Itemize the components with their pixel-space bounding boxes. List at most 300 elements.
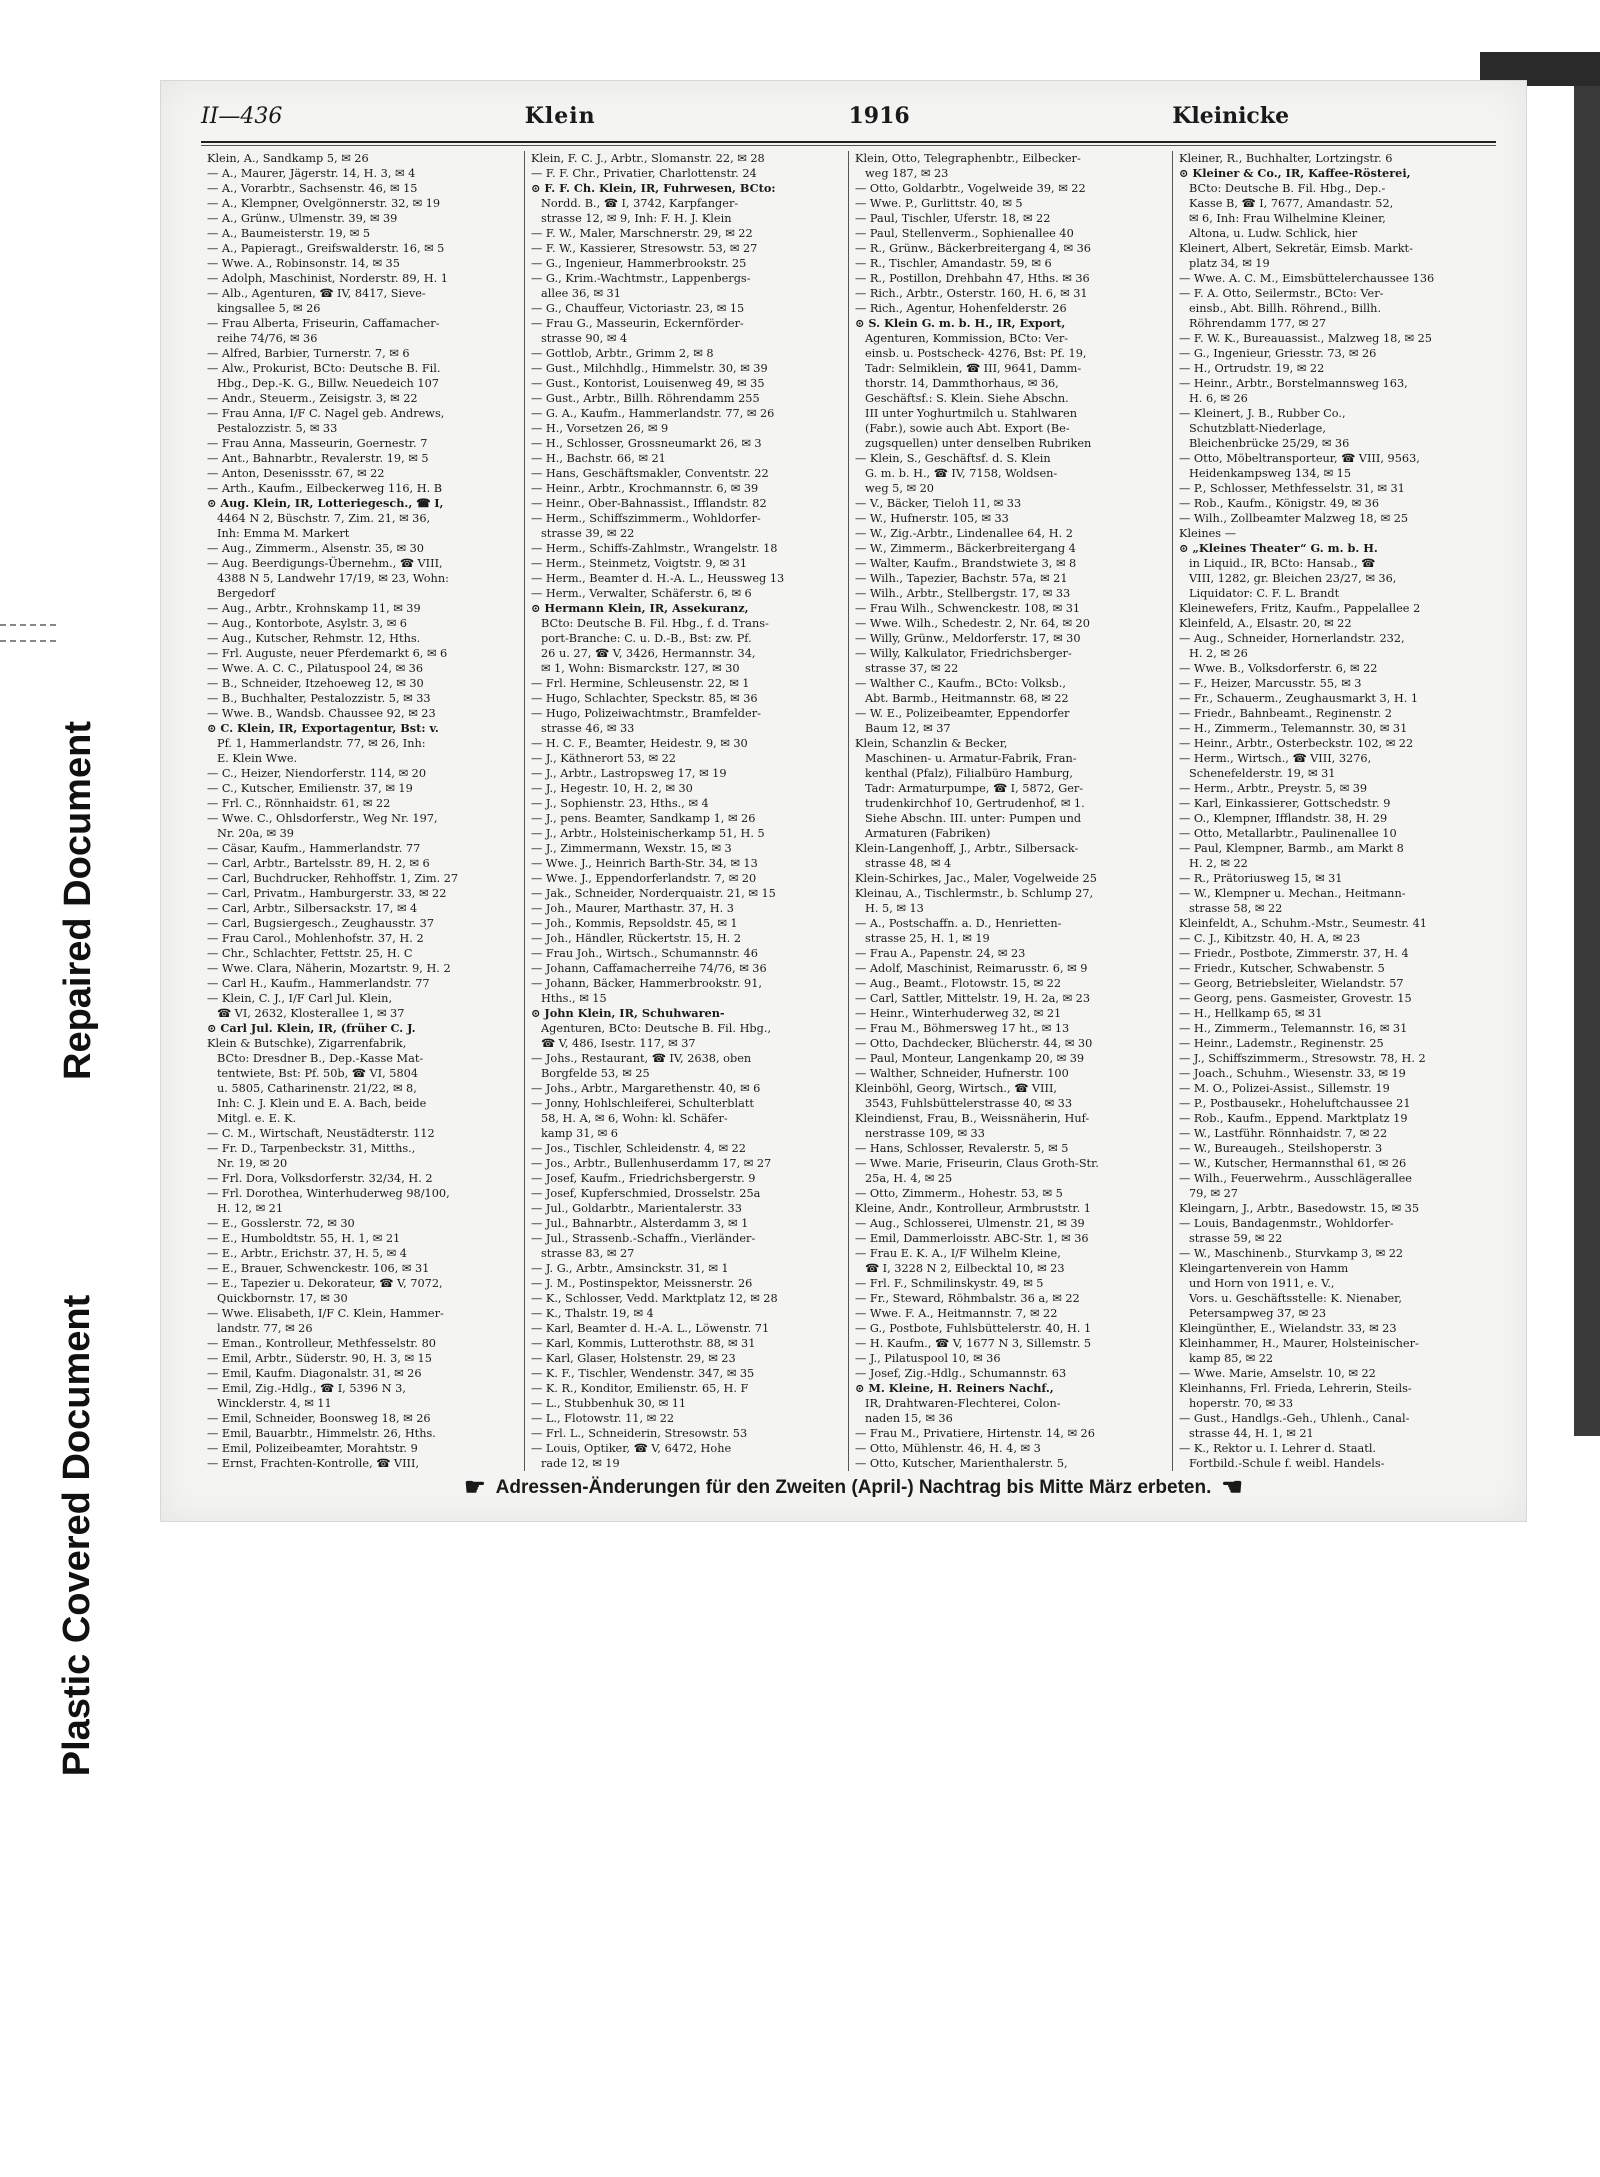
directory-entry-line: — Karl, Einkassierer, Gottschedstr. 9: [1179, 797, 1391, 810]
directory-entry-line: — Wilh., Arbtr., Stellbergstr. 17, ✉ 33: [855, 587, 1071, 600]
directory-entry-line: H. 5, ✉ 13: [865, 902, 924, 915]
directory-entry-line: Armaturen (Fabriken): [865, 827, 991, 840]
directory-entry-line: — Louis, Optiker, ☎ V, 6472, Hohe: [531, 1442, 732, 1455]
directory-entry-line: — Friedr., Bahnbeamt., Reginenstr. 2: [1179, 707, 1392, 720]
directory-entry-line: Inh: C. J. Klein und E. A. Bach, beide: [217, 1097, 427, 1110]
directory-entry-line: — Aug., Zimmerm., Alsenstr. 35, ✉ 30: [207, 542, 424, 555]
directory-entry-line: 3543, Fuhlsbüttelerstrasse 40, ✉ 33: [865, 1097, 1073, 1110]
surname-range-end: Kleinicke: [1172, 103, 1290, 129]
directory-entry-line: Kleines —: [1179, 527, 1236, 540]
directory-entry-line: — W., Lastführ. Rönnhaidstr. 7, ✉ 22: [1179, 1127, 1388, 1140]
directory-entry-line: — Walther C., Kaufm., BCto: Volksb.,: [855, 677, 1066, 690]
directory-entry-line: H. 2, ✉ 26: [1189, 647, 1248, 660]
page-number: II—436: [201, 104, 283, 129]
directory-entry-line: — Jul., Strassenb.-Schaffn., Vierländer-: [531, 1232, 756, 1245]
directory-entry-line: — B., Schneider, Itzehoeweg 12, ✉ 30: [207, 677, 424, 690]
directory-entry-line: — M. O., Polizei-Assist., Sillemstr. 19: [1179, 1082, 1390, 1095]
directory-entry-line: — Josef, Kupferschmied, Drosselstr. 25a: [531, 1187, 761, 1200]
directory-entry-line: — Emil, Dammerloisstr. ABC-Str. 1, ✉ 36: [855, 1232, 1089, 1245]
directory-entry-line: — Paul, Stellenverm., Sophienallee 40: [855, 227, 1074, 240]
directory-entry-line: ⊙ C. Klein, IR, Exportagentur, Bst: v.: [207, 721, 439, 735]
directory-entry-line: Altona, u. Ludw. Schlick, hier: [1189, 227, 1358, 240]
directory-entry-line: — F. W., Maler, Marschnerstr. 29, ✉ 22: [531, 227, 753, 240]
directory-entry-line: kamp 31, ✉ 6: [541, 1127, 618, 1140]
directory-entry-line: — J. G., Arbtr., Amsinckstr. 31, ✉ 1: [531, 1262, 729, 1275]
directory-entry-line: 25a, H. 4, ✉ 25: [865, 1172, 953, 1185]
directory-entry-line: — Eman., Kontrolleur, Methfesselstr. 80: [207, 1337, 436, 1350]
directory-entry-line: — Frau Joh., Wirtsch., Schumannstr. 46: [531, 947, 758, 960]
directory-entry-line: — Herm., Wirtsch., ☎ VIII, 3276,: [1179, 752, 1372, 765]
directory-entry-line: — Josef, Kaufm., Friedrichsbergerstr. 9: [531, 1172, 756, 1185]
directory-entry-line: — Hugo, Polizeiwachtmstr., Bramfelder-: [531, 707, 761, 720]
directory-entry-line: — Karl, Glaser, Holstenstr. 29, ✉ 23: [531, 1352, 736, 1365]
directory-entry-line: ⊙ F. F. Ch. Klein, IR, Fuhrwesen, BCto:: [531, 181, 776, 195]
footer-notice-text: Adressen-Änderungen für den Zweiten (April-) Nachtrag bis Mitte März erbeten.: [495, 1476, 1212, 1498]
directory-entry-line: — Alb., Agenturen, ☎ IV, 8417, Sieve-: [207, 287, 426, 300]
directory-entry-line: ⊙ S. Klein G. m. b. H., IR, Export,: [855, 316, 1066, 330]
directory-entry-line: — Emil, Schneider, Boonsweg 18, ✉ 26: [207, 1412, 431, 1425]
directory-entry-line: Baum 12, ✉ 37: [865, 722, 951, 735]
directory-entry-line: — Carl, Bugsiergesch., Zeughausstr. 37: [207, 917, 435, 930]
directory-entry-line: ✉ 6, Inh: Frau Wilhelmine Kleiner,: [1189, 212, 1386, 225]
directory-entry-line: — Frau M., Privatiere, Hirtenstr. 14, ✉ 26: [855, 1427, 1095, 1440]
directory-entry-line: — A., Maurer, Jägerstr. 14, H. 3, ✉ 4: [207, 167, 416, 180]
directory-entry-line: — Heinr., Arbtr., Osterbeckstr. 102, ✉ 22: [1179, 737, 1414, 750]
directory-column-3: [848, 151, 1172, 1471]
directory-entry-line: — O., Klempner, Ifflandstr. 38, H. 29: [1179, 812, 1388, 825]
directory-entry-line: — Wwe. A., Robinsonstr. 14, ✉ 35: [207, 257, 400, 270]
directory-entry-line: Kleingarn, J., Arbtr., Basedowstr. 15, ✉ 35: [1179, 1202, 1420, 1215]
directory-entry-line: Bleichenbrücke 25/29, ✉ 36: [1189, 437, 1350, 450]
directory-entry-line: Vors. u. Geschäftsstelle: K. Nienaber,: [1189, 1292, 1402, 1305]
directory-entry-line: — Alfred, Barbier, Turnerstr. 7, ✉ 6: [207, 347, 410, 360]
directory-entry-line: — Jos., Tischler, Schleidenstr. 4, ✉ 22: [531, 1142, 746, 1155]
directory-entry-line: — Wwe. B., Volksdorferstr. 6, ✉ 22: [1179, 662, 1378, 675]
directory-entry-line: Kleinert, Albert, Sekretär, Eimsb. Markt-: [1179, 242, 1413, 255]
directory-entry-line: thorstr. 14, Dammthorhaus, ✉ 36,: [865, 377, 1059, 390]
directory-entry-line: — E., Gosslerstr. 72, ✉ 30: [207, 1217, 355, 1230]
directory-entry-line: — Heinr., Ober-Bahnassist., Ifflandstr. 82: [531, 497, 767, 510]
directory-entry-line: Liquidator: C. F. L. Brandt: [1189, 587, 1340, 600]
directory-entry-line: — Jos., Arbtr., Bullenhuserdamm 17, ✉ 27: [531, 1157, 772, 1170]
directory-entry-line: allee 36, ✉ 31: [541, 287, 621, 300]
directory-entry-line: — Aug., Beamt., Flotowstr. 15, ✉ 22: [855, 977, 1062, 990]
directory-entry-line: u. 5805, Catharinenstr. 21/22, ✉ 8,: [217, 1082, 417, 1095]
directory-entry-line: — Frl. Auguste, neuer Pferdemarkt 6, ✉ 6: [207, 647, 448, 660]
directory-entry-line: — J., Arbtr., Lastropsweg 17, ✉ 19: [531, 767, 727, 780]
directory-entry-line: — Jak., Schneider, Norderquaistr. 21, ✉ 15: [531, 887, 776, 900]
directory-entry-line: — W., Maschinenb., Sturvkamp 3, ✉ 22: [1179, 1247, 1404, 1260]
plastic-covered-document-label: Plastic Covered Document: [56, 1294, 99, 1776]
directory-entry-line: — W., Zig.-Arbtr., Lindenallee 64, H. 2: [855, 527, 1073, 540]
directory-entry-line: Wincklerstr. 4, ✉ 11: [217, 1397, 332, 1410]
directory-entry-line: Kleiner, R., Buchhalter, Lortzingstr. 6: [1179, 152, 1393, 165]
directory-entry-line: — Frau Anna, I/F C. Nagel geb. Andrews,: [207, 407, 445, 420]
directory-entry-line: — R., Grünw., Bäckerbreitergang 4, ✉ 36: [855, 242, 1091, 255]
directory-entry-line: naden 15, ✉ 36: [865, 1412, 953, 1425]
directory-entry-line: — Wwe. B., Wandsb. Chaussee 92, ✉ 23: [207, 707, 436, 720]
surname-range-start: Klein: [524, 103, 596, 129]
directory-entry-line: Klein, Otto, Telegraphenbtr., Eilbecker-: [855, 152, 1081, 165]
directory-entry-line: Pestalozzistr. 5, ✉ 33: [217, 422, 338, 435]
directory-entry-line: — Frau Wilh., Schwenckestr. 108, ✉ 31: [855, 602, 1081, 615]
directory-entry-line: — Wilh., Zollbeamter Malzweg 18, ✉ 25: [1179, 512, 1409, 525]
directory-entry-line: — Gust., Kontorist, Louisenweg 49, ✉ 35: [531, 377, 765, 390]
directory-entry-line: — Rich., Agentur, Hohenfelderstr. 26: [855, 302, 1067, 315]
directory-entry-line: Heidenkampsweg 134, ✉ 15: [1189, 467, 1352, 480]
directory-entry-line: — W., Bureaugeh., Steilshoperstr. 3: [1179, 1142, 1383, 1155]
directory-entry-line: — J., Pilatuspool 10, ✉ 36: [855, 1352, 1001, 1365]
directory-entry-line: — Wwe. P., Gurlittstr. 40, ✉ 5: [855, 197, 1023, 210]
directory-entry-line: ☎ V, 486, Isestr. 117, ✉ 37: [541, 1037, 696, 1050]
directory-entry-line: — Wilh., Tapezier, Bachstr. 57a, ✉ 21: [855, 572, 1068, 585]
directory-entry-line: — Rich., Arbtr., Osterstr. 160, H. 6, ✉ 31: [855, 287, 1088, 300]
directory-entry-line: Schutzblatt-Niederlage,: [1189, 422, 1326, 435]
directory-entry-line: — E., Brauer, Schwenckestr. 106, ✉ 31: [207, 1262, 430, 1275]
directory-entry-line: — Fr., Steward, Röhmbalstr. 36 a, ✉ 22: [855, 1292, 1080, 1305]
directory-entry-line: — Otto, Mühlenstr. 46, H. 4, ✉ 3: [855, 1442, 1041, 1455]
pointing-hand-right-icon: ☛: [464, 1474, 486, 1501]
directory-entry-line: — A., Klempner, Ovelgönnerstr. 32, ✉ 19: [207, 197, 441, 210]
directory-column-4: [1172, 151, 1496, 1471]
directory-entry-line: — Emil, Polizeibeamter, Morahtstr. 9: [207, 1442, 418, 1455]
directory-entry-line: — Hans, Geschäftsmakler, Conventstr. 22: [531, 467, 769, 480]
directory-entry-line: — E., Humboldtstr. 55, H. 1, ✉ 21: [207, 1232, 401, 1245]
directory-entry-line: Klein & Butschke), Zigarrenfabrik,: [207, 1037, 407, 1050]
directory-entry-line: Kleine, Andr., Kontrolleur, Armbruststr. 1: [855, 1202, 1091, 1215]
directory-entry-line: Kleinfeldt, A., Schuhm.-Mstr., Seumestr. 41: [1179, 917, 1427, 930]
directory-entry-line: — E., Arbtr., Erichstr. 37, H. 5, ✉ 4: [207, 1247, 407, 1260]
directory-entry-line: — Jonny, Hohlschleiferei, Schulterblatt: [531, 1097, 754, 1110]
directory-entry-line: — L., Stubbenhuk 30, ✉ 11: [531, 1397, 687, 1410]
directory-entry-line: 79, ✉ 27: [1189, 1187, 1238, 1200]
directory-entry-line: — Frau E. K. A., I/F Wilhelm Kleine,: [855, 1247, 1061, 1260]
directory-entry-line: — K., Thalstr. 19, ✉ 4: [531, 1307, 654, 1320]
directory-entry-line: — Otto, Kutscher, Marienthalerstr. 5,: [855, 1457, 1068, 1470]
directory-entry-line: — Otto, Metallarbtr., Paulinenallee 10: [1179, 827, 1397, 840]
directory-entry-line: ⊙ John Klein, IR, Schuhwaren-: [531, 1006, 725, 1020]
directory-entry-line: — Emil, Arbtr., Süderstr. 90, H. 3, ✉ 15: [207, 1352, 432, 1365]
directory-entry-line: — H., Ortrudstr. 19, ✉ 22: [1179, 362, 1325, 375]
directory-entry-line: — Wwe. J., Eppendorferlandstr. 7, ✉ 20: [531, 872, 757, 885]
directory-entry-line: — Georg, Betriebsleiter, Wielandstr. 57: [1179, 977, 1404, 990]
directory-entry-line: 4388 N 5, Landwehr 17/19, ✉ 23, Wohn:: [217, 572, 449, 585]
directory-entry-line: — Gottlob, Arbtr., Grimm 2, ✉ 8: [531, 347, 714, 360]
directory-entry-line: strasse 48, ✉ 4: [865, 857, 952, 870]
directory-entry-line: — G., Ingenieur, Hammerbrookstr. 25: [531, 257, 747, 270]
directory-entry-line: — Wwe. F. A., Heitmannstr. 7, ✉ 22: [855, 1307, 1058, 1320]
directory-entry-line: — Aug., Kutscher, Rehmstr. 12, Hths.: [207, 632, 421, 645]
directory-entry-line: und Horn von 1911, e. V.,: [1189, 1277, 1335, 1290]
directory-entry-line: Fortbild.-Schule f. weibl. Handels-: [1189, 1457, 1385, 1470]
directory-entry-line: — Joh., Kommis, Repsoldstr. 45, ✉ 1: [531, 917, 738, 930]
directory-entry-line: — Frau Anna, Masseurin, Goernestr. 7: [207, 437, 428, 450]
directory-entry-line: Nr. 19, ✉ 20: [217, 1157, 288, 1170]
directory-entry-line: — Frl. L., Schneiderin, Stresowstr. 53: [531, 1427, 748, 1440]
directory-entry-line: — W., Zimmerm., Bäckerbreitergang 4: [855, 542, 1076, 555]
directory-entry-line: — F. F. Chr., Privatier, Charlottenstr. 24: [531, 167, 757, 180]
directory-entry-line: — Alw., Prokurist, BCto: Deutsche B. Fil.: [207, 362, 441, 375]
directory-entry-line: Kleinfeld, A., Elsastr. 20, ✉ 22: [1179, 617, 1352, 630]
directory-entry-line: — Adolph, Maschinist, Norderstr. 89, H. 1: [207, 272, 448, 285]
directory-entry-line: ⊙ M. Kleine, H. Reiners Nachf.,: [855, 1381, 1054, 1395]
directory-entry-line: einsb., Abt. Billh. Röhrend., Billh.: [1189, 302, 1382, 315]
directory-entry-line: — Aug. Beerdigungs-Übernehm., ☎ VIII,: [207, 557, 443, 570]
directory-entry-line: — Arth., Kaufm., Eilbeckerweg 116, H. B: [207, 482, 443, 495]
directory-entry-line: BCto: Dresdner B., Dep.-Kasse Mat-: [217, 1052, 424, 1065]
directory-entry-line: — Aug., Kontorbote, Asylstr. 3, ✉ 6: [207, 617, 407, 630]
year: 1916: [848, 103, 910, 129]
directory-entry-line: — Heinr., Arbtr., Krochmannstr. 6, ✉ 39: [531, 482, 759, 495]
directory-entry-line: — J., Schiffszimmerm., Stresowstr. 78, H. 2: [1179, 1052, 1426, 1065]
directory-entry-line: — H. C. F., Beamter, Heidestr. 9, ✉ 30: [531, 737, 748, 750]
directory-entry-line: G. m. b. H., ☎ IV, 7158, Woldsen-: [865, 467, 1058, 480]
directory-entry-line: — Emil, Zig.-Hdlg., ☎ I, 5396 N 3,: [207, 1382, 406, 1395]
directory-entry-line: IR, Drahtwaren-Flechterei, Colon-: [865, 1397, 1061, 1410]
directory-entry-line: Kleindienst, Frau, B., Weissnäherin, Huf-: [855, 1112, 1090, 1125]
directory-entry-line: E. Klein Wwe.: [217, 752, 298, 765]
directory-entry-line: strasse 58, ✉ 22: [1189, 902, 1283, 915]
directory-entry-line: — A., Baumeisterstr. 19, ✉ 5: [207, 227, 371, 240]
directory-entry-line: — C., Heizer, Niendorferstr. 114, ✉ 20: [207, 767, 427, 780]
directory-entry-line: — J., Hegestr. 10, H. 2, ✉ 30: [531, 782, 693, 795]
directory-entry-line: Nordd. B., ☎ I, 3742, Karpfanger-: [541, 197, 739, 210]
directory-entry-line: — Karl, Beamter d. H.-A. L., Löwenstr. 71: [531, 1322, 770, 1335]
directory-entry-line: — Paul, Tischler, Uferstr. 18, ✉ 22: [855, 212, 1051, 225]
directory-entry-line: — W., Klempner u. Mechan., Heitmann-: [1179, 887, 1406, 900]
directory-entry-line: — Rob., Kaufm., Eppend. Marktplatz 19: [1179, 1112, 1408, 1125]
directory-entry-line: — Frl. F., Schmilinskystr. 49, ✉ 5: [855, 1277, 1044, 1290]
directory-entry-line: — Frl. Dora, Volksdorferstr. 32/34, H. 2: [207, 1172, 433, 1185]
directory-entry-line: — Walther, Schneider, Hufnerstr. 100: [855, 1067, 1069, 1080]
directory-entry-line: — Walter, Kaufm., Brandstwiete 3, ✉ 8: [855, 557, 1077, 570]
directory-entry-line: — Wwe. Wilh., Schedestr. 2, Nr. 64, ✉ 20: [855, 617, 1090, 630]
directory-entry-line: in Liquid., IR, BCto: Hansab., ☎: [1189, 557, 1376, 570]
directory-entry-line: Agenturen, Kommission, BCto: Ver-: [865, 332, 1069, 345]
directory-entry-line: Nr. 20a, ✉ 39: [217, 827, 294, 840]
directory-entry-line: Kleinhammer, H., Maurer, Holsteinischer-: [1179, 1337, 1419, 1350]
directory-entry-line: — Frl. Hermine, Schleusenstr. 22, ✉ 1: [531, 677, 750, 690]
directory-entry-line: strasse 83, ✉ 27: [541, 1247, 635, 1260]
directory-entry-line: — J. M., Postinspektor, Meissnerstr. 26: [531, 1277, 753, 1290]
directory-entry-line: — Emil, Kaufm. Diagonalstr. 31, ✉ 26: [207, 1367, 422, 1380]
directory-entry-line: — R., Tischler, Amandastr. 59, ✉ 6: [855, 257, 1052, 270]
directory-entry-line: Pf. 1, Hammerlandstr. 77, ✉ 26, Inh:: [217, 737, 426, 750]
directory-column-1: [201, 151, 524, 1471]
directory-entry-line: Kleinböhl, Georg, Wirtsch., ☎ VIII,: [855, 1082, 1057, 1095]
directory-entry-line: — Herm., Arbtr., Preystr. 5, ✉ 39: [1179, 782, 1368, 795]
directory-entry-line: — Herm., Steinmetz, Voigtstr. 9, ✉ 31: [531, 557, 748, 570]
directory-entry-line: — G., Postbote, Fuhlsbüttelerstr. 40, H. 1: [855, 1322, 1092, 1335]
directory-entry-line: Mitgl. e. E. K.: [217, 1112, 297, 1125]
directory-entry-line: — Herm., Schiffszimmerm., Wohldorfer-: [531, 512, 761, 525]
directory-entry-line: ⊙ „Kleines Theater“ G. m. b. H.: [1179, 541, 1378, 555]
directory-entry-line: — Wilh., Feuerwehrm., Ausschlägerallee: [1179, 1172, 1412, 1185]
directory-entry-line: — Louis, Bandagenmstr., Wohldorfer-: [1179, 1217, 1394, 1230]
directory-entry-line: — R., Prätoriusweg 15, ✉ 31: [1179, 872, 1343, 885]
directory-entry-line: — Gust., Arbtr., Billh. Röhrendamm 255: [531, 392, 760, 405]
directory-entry-line: — Frau Alberta, Friseurin, Caffamacher-: [207, 317, 440, 330]
directory-entry-line: — J., Arbtr., Holsteinischerkamp 51, H. 5: [531, 827, 765, 840]
directory-entry-line: strasse 12, ✉ 9, Inh: F. H. J. Klein: [541, 212, 732, 225]
pointing-hand-left-icon: ☚: [1221, 1474, 1243, 1501]
directory-entry-line: Tadr: Armaturpumpe, ☎ I, 5872, Ger-: [865, 782, 1084, 795]
directory-entry-line: port-Branche: C. u. D.-B., Bst: zw. Pf.: [541, 632, 752, 645]
directory-entry-line: — Anton, Desenissstr. 67, ✉ 22: [207, 467, 385, 480]
directory-entry-line: — F. W., Kassierer, Stresowstr. 53, ✉ 27: [531, 242, 758, 255]
directory-entry-line: — E., Tapezier u. Dekorateur, ☎ V, 7072,: [207, 1277, 443, 1290]
running-head: [201, 103, 1496, 135]
directory-entry-line: — Friedr., Kutscher, Schwabenstr. 5: [1179, 962, 1385, 975]
directory-entry-line: reihe 74/76, ✉ 36: [217, 332, 318, 345]
directory-entry-line: Hths., ✉ 15: [541, 992, 607, 1005]
directory-entry-line: Borgfelde 53, ✉ 25: [541, 1067, 650, 1080]
directory-entry-line: Tadr: Selmiklein, ☎ III, 9641, Damm-: [865, 362, 1082, 375]
directory-columns: [201, 151, 1496, 1471]
directory-entry-line: — Frau Carol., Mohlenhofstr. 37, H. 2: [207, 932, 424, 945]
directory-entry-line: — Chr., Schlachter, Fettstr. 25, H. C: [207, 947, 413, 960]
directory-entry-line: — J., Sophienstr. 23, Hths., ✉ 4: [531, 797, 709, 810]
directory-entry-line: strasse 39, ✉ 22: [541, 527, 635, 540]
directory-entry-line: — Joh., Maurer, Marthastr. 37, H. 3: [531, 902, 734, 915]
directory-entry-line: — Jul., Goldarbtr., Marientalerstr. 33: [531, 1202, 742, 1215]
directory-entry-line: kenthal (Pfalz), Filialbüro Hamburg,: [865, 767, 1073, 780]
directory-entry-line: — Hugo, Schlachter, Speckstr. 85, ✉ 36: [531, 692, 758, 705]
directory-entry-line: BCto: Deutsche B. Fil. Hbg., f. d. Trans-: [541, 617, 769, 630]
directory-entry-line: strasse 90, ✉ 4: [541, 332, 628, 345]
directory-entry-line: kingsallee 5, ✉ 26: [217, 302, 321, 315]
directory-entry-line: — Fr., Schauerm., Zeughausmarkt 3, H. 1: [1179, 692, 1419, 705]
directory-entry-line: Hbg., Dep.-K. G., Billw. Neuedeich 107: [217, 377, 439, 390]
directory-entry-line: ☎ I, 3228 N 2, Eilbecktal 10, ✉ 23: [865, 1262, 1065, 1275]
directory-entry-line: Geschäftsf.: S. Klein. Siehe Abschn.: [865, 392, 1069, 405]
directory-entry-line: — Wwe. Marie, Friseurin, Claus Groth-Str.: [855, 1157, 1099, 1170]
directory-entry-line: zugsquellen) unter denselben Rubriken: [865, 437, 1092, 450]
directory-entry-line: — P., Postbausekr., Hoheluftchaussee 21: [1179, 1097, 1411, 1110]
directory-entry-line: — Wwe. Marie, Amselstr. 10, ✉ 22: [1179, 1367, 1376, 1380]
directory-entry-line: — Adolf, Maschinist, Reimarusstr. 6, ✉ 9: [855, 962, 1088, 975]
directory-entry-line: — J., pens. Beamter, Sandkamp 1, ✉ 26: [531, 812, 756, 825]
directory-entry-line: — Rob., Kaufm., Königstr. 49, ✉ 36: [1179, 497, 1380, 510]
directory-entry-line: rade 12, ✉ 19: [541, 1457, 620, 1470]
directory-entry-line: strasse 25, H. 1, ✉ 19: [865, 932, 990, 945]
directory-entry-line: — W., Kutscher, Hermannsthal 61, ✉ 26: [1179, 1157, 1407, 1170]
directory-entry-line: Klein, Schanzlin & Becker,: [855, 737, 1008, 750]
directory-entry-line: — W. E., Polizeibeamter, Eppendorfer: [855, 707, 1070, 720]
directory-entry-line: — H., Zimmerm., Telemannstr. 16, ✉ 31: [1179, 1022, 1408, 1035]
directory-entry-line: — Gust., Milchhdlg., Himmelstr. 30, ✉ 39: [531, 362, 768, 375]
directory-entry-line: — Wwe. C., Ohlsdorferstr., Weg Nr. 197,: [207, 812, 438, 825]
directory-entry-line: — G., Krim.-Wachtmstr., Lappenbergs-: [531, 272, 751, 285]
directory-entry-line: — K., Rektor u. I. Lehrer d. Staatl.: [1179, 1442, 1377, 1455]
directory-entry-line: — Frau A., Papenstr. 24, ✉ 23: [855, 947, 1026, 960]
directory-entry-line: — Karl, Kommis, Lutterothstr. 88, ✉ 31: [531, 1337, 756, 1350]
directory-entry-line: — Wwe. J., Heinrich Barth-Str. 34, ✉ 13: [531, 857, 758, 870]
directory-entry-line: — Heinr., Winterhuderweg 32, ✉ 21: [855, 1007, 1062, 1020]
directory-entry-line: — Jul., Bahnarbtr., Alsterdamm 3, ✉ 1: [531, 1217, 749, 1230]
directory-entry-line: — C. M., Wirtschaft, Neustädterstr. 112: [207, 1127, 435, 1140]
directory-entry-line: strasse 44, H. 1, ✉ 21: [1189, 1427, 1314, 1440]
directory-entry-line: nerstrasse 109, ✉ 33: [865, 1127, 985, 1140]
directory-entry-line: (Fabr.), sowie auch Abt. Export (Be-: [865, 422, 1070, 435]
directory-entry-line: — F. A. Otto, Seilermstr., BCto: Ver-: [1179, 287, 1384, 300]
directory-entry-line: — Cäsar, Kaufm., Hammerlandstr. 77: [207, 842, 421, 855]
directory-entry-line: — Wwe. A. C. C., Pilatuspool 24, ✉ 36: [207, 662, 424, 675]
directory-entry-line: — Wwe. A. C. M., Eimsbüttelerchaussee 136: [1179, 272, 1435, 285]
directory-entry-line: — Kleinert, J. B., Rubber Co.,: [1179, 407, 1346, 420]
directory-entry-line: H. 2, ✉ 22: [1189, 857, 1248, 870]
directory-entry-line: 58, H. A, ✉ 6, Wohn: kl. Schäfer-: [541, 1112, 728, 1125]
directory-entry-line: Quickbornstr. 17, ✉ 30: [217, 1292, 348, 1305]
scan-edge-shadow-right: [1574, 86, 1600, 1436]
directory-entry-line: landstr. 77, ✉ 26: [217, 1322, 313, 1335]
directory-entry-line: — Willy, Grünw., Meldorferstr. 17, ✉ 30: [855, 632, 1081, 645]
directory-entry-line: — Otto, Möbeltransporteur, ☎ VIII, 9563,: [1179, 452, 1420, 465]
directory-entry-line: — Joh., Händler, Rückertstr. 15, H. 2: [531, 932, 742, 945]
repaired-document-label: Repaired Document: [56, 720, 99, 1080]
directory-entry-line: — R., Postillon, Drehbahn 47, Hths. ✉ 36: [855, 272, 1090, 285]
directory-entry-line: — K. F., Tischler, Wendenstr. 347, ✉ 35: [531, 1367, 755, 1380]
directory-entry-line: — Wwe. Elisabeth, I/F C. Klein, Hammer-: [207, 1307, 444, 1320]
directory-entry-line: — Paul, Klempner, Barmb., am Markt 8: [1179, 842, 1404, 855]
footer-notice: [221, 1473, 1486, 1502]
directory-entry-line: — V., Bäcker, Tieloh 11, ✉ 33: [855, 497, 1022, 510]
directory-entry-line: — Frau G., Masseurin, Eckernförder-: [531, 317, 744, 330]
directory-entry-line: — H., Bachstr. 66, ✉ 21: [531, 452, 666, 465]
directory-entry-line: — Josef, Zig.-Hdlg., Schumannstr. 63: [855, 1367, 1067, 1380]
directory-entry-line: — Johann, Caffamacherreihe 74/76, ✉ 36: [531, 962, 767, 975]
directory-entry-line: — Paul, Monteur, Langenkamp 20, ✉ 39: [855, 1052, 1085, 1065]
directory-entry-line: — Herm., Schiffs-Zahlmstr., Wrangelstr. 18: [531, 542, 778, 555]
directory-entry-line: — Otto, Dachdecker, Blücherstr. 44, ✉ 30: [855, 1037, 1093, 1050]
directory-entry-line: tentwiete, Bst: Pf. 50b, ☎ VI, 5804: [217, 1067, 419, 1080]
directory-entry-line: — Aug., Arbtr., Krohnskamp 11, ✉ 39: [207, 602, 421, 615]
directory-entry-line: Schenefelderstr. 19, ✉ 31: [1189, 767, 1336, 780]
directory-entry-line: — G. A., Kaufm., Hammerlandstr. 77, ✉ 26: [531, 407, 775, 420]
directory-entry-line: — H., Vorsetzen 26, ✉ 9: [531, 422, 669, 435]
directory-entry-line: ⊙ Hermann Klein, IR, Assekuranz,: [531, 601, 749, 615]
directory-entry-line: — H., Zimmerm., Telemannstr. 30, ✉ 31: [1179, 722, 1408, 735]
directory-entry-line: — Otto, Goldarbtr., Vogelweide 39, ✉ 22: [855, 182, 1086, 195]
directory-page: [160, 80, 1527, 1522]
directory-entry-line: — A., Postschaffn. a. D., Henrietten-: [855, 917, 1062, 930]
directory-entry-line: ⊙ Aug. Klein, IR, Lotteriegesch., ☎ I,: [207, 496, 444, 510]
directory-entry-line: BCto: Deutsche B. Fil. Hbg., Dep.-: [1189, 182, 1386, 195]
directory-entry-line: weg 5, ✉ 20: [865, 482, 934, 495]
directory-entry-line: — Johs., Restaurant, ☎ IV, 2638, oben: [531, 1052, 752, 1065]
directory-entry-line: — Frl. Dorothea, Winterhuderweg 98/100,: [207, 1187, 450, 1200]
directory-column-2: [524, 151, 848, 1471]
directory-entry-line: — Emil, Bauarbtr., Himmelstr. 26, Hths.: [207, 1427, 436, 1440]
directory-entry-line: Klein, F. C. J., Arbtr., Slomanstr. 22, ✉ 28: [531, 152, 765, 165]
directory-entry-line: — Carl, Arbtr., Bartelsstr. 89, H. 2, ✉ 6: [207, 857, 430, 870]
directory-entry-line: H. 12, ✉ 21: [217, 1202, 284, 1215]
directory-entry-line: — F., Heizer, Marcusstr. 55, ✉ 3: [1179, 677, 1362, 690]
directory-entry-line: — W., Hufnerstr. 105, ✉ 33: [855, 512, 1009, 525]
directory-entry-line: — Andr., Steuerm., Zeisigstr. 3, ✉ 22: [207, 392, 418, 405]
directory-entry-line: Petersampweg 37, ✉ 23: [1189, 1307, 1327, 1320]
directory-entry-line: Kleinau, A., Tischlermstr., b. Schlump 27,: [855, 887, 1094, 900]
directory-entry-line: — Carl H., Kaufm., Hammerlandstr. 77: [207, 977, 430, 990]
directory-entry-line: — Gust., Handlgs.-Geh., Uhlenh., Canal-: [1179, 1412, 1410, 1425]
directory-entry-line: Maschinen- u. Armatur-Fabrik, Fran-: [865, 752, 1077, 765]
directory-entry-line: strasse 59, ✉ 22: [1189, 1232, 1283, 1245]
directory-entry-line: ✉ 1, Wohn: Bismarckstr. 127, ✉ 30: [541, 662, 740, 675]
directory-entry-line: — Ant., Bahnarbtr., Revalerstr. 19, ✉ 5: [207, 452, 429, 465]
directory-entry-line: einsb. u. Postscheck- 4276, Bst: Pf. 19,: [865, 347, 1087, 360]
directory-entry-line: Kleinhanns, Frl. Frieda, Lehrerin, Steils-: [1179, 1382, 1412, 1395]
directory-entry-line: kamp 85, ✉ 22: [1189, 1352, 1274, 1365]
